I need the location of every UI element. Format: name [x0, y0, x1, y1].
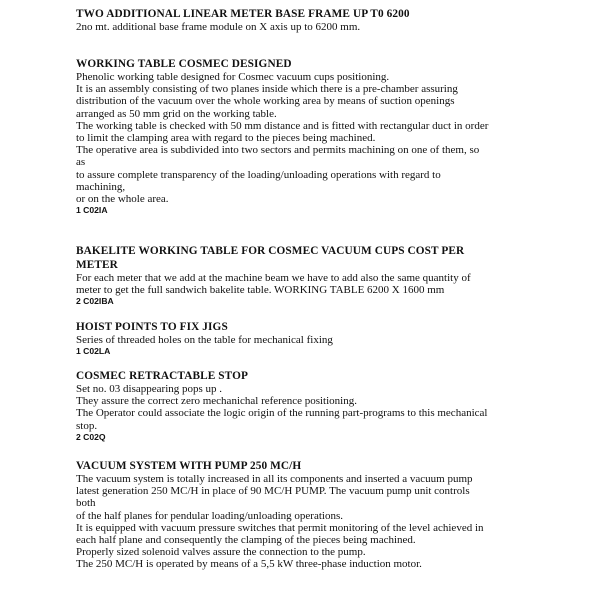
section-hoist-points	[76, 320, 576, 357]
section-title-line: METER	[76, 259, 118, 271]
section-text-line: The 250 MC/H is operated by means of a 5,5 kW three-phase induction motor.	[76, 558, 422, 571]
section-text-line: It is equipped with vacuum pressure switches that permit monitoring of the level achieved in	[76, 521, 484, 534]
article-code: 2 C02Q	[76, 431, 106, 442]
section-text-line: meter to get the full sandwich bakelite table. WORKING TABLE 6200 X 1600 mm	[76, 284, 445, 297]
article-code: 1 C02IA	[76, 205, 108, 216]
section-working-table	[76, 57, 576, 216]
section-text-line: each half plane and consequently the clamping of the pieces being machined.	[76, 534, 416, 547]
section-base-frame	[76, 7, 576, 33]
section-text-line: Phenolic working table designed for Cosmec vacuum cups positioning.	[76, 71, 390, 83]
section-text-line: distribution of the vacuum over the whole working area by means of suction openings	[76, 95, 455, 108]
section-title: COSMEC RETRACTABLE STOP	[76, 370, 248, 382]
section-text-line: 2no mt. additional base frame module on X axis up to 6200 mm.	[76, 21, 361, 33]
section-text-line: Properly sized solenoid valves assure the connection to the pump.	[76, 546, 366, 559]
section-text-line: It is an assembly consisting of two planes inside which there is a pre-chamber assuring	[76, 83, 458, 96]
article-code: 2 C02IBA	[76, 296, 114, 307]
section-vacuum-system	[76, 459, 576, 571]
section-text-line: For each meter that we add at the machine beam we have to add also the same quantity of	[76, 272, 471, 284]
section-text-line: both	[76, 497, 96, 510]
section-text-line: The vacuum system is totally increased in all its components and inserted a vacuum pump	[76, 473, 473, 485]
section-retractable-stop	[76, 369, 576, 443]
section-text-line: Set no. 03 disappearing pops up .	[76, 383, 223, 395]
section-text-line: to assure complete transparency of the loading/unloading operations with regard to	[76, 168, 441, 181]
section-text-line: as	[76, 156, 86, 169]
section-title: HOIST POINTS TO FIX JIGS	[76, 321, 228, 333]
section-text-line: arranged as 50 mm grid on the working table.	[76, 107, 277, 120]
section-text-line: They assure the correct zero mechanichal reference positioning.	[76, 395, 357, 408]
section-title: TWO ADDITIONAL LINEAR METER BASE FRAME UP T0 6200	[76, 8, 410, 20]
section-text-line: or on the whole area.	[76, 193, 169, 206]
section-bakelite-table	[76, 244, 576, 307]
section-text-line: Series of threaded holes on the table for mechanical fixing	[76, 334, 333, 346]
article-code: 1 C02LA	[76, 346, 111, 357]
section-text-line: to limit the clamping area with regard to the pieces being machined.	[76, 132, 376, 145]
section-text-line: machining,	[76, 180, 126, 193]
section-text-line: stop.	[76, 419, 98, 432]
section-text-line: The operative area is subdivided into two sectors and permits machining on one of them, so	[76, 144, 480, 157]
section-title: WORKING TABLE COSMEC DESIGNED	[76, 58, 292, 70]
section-text-line: of the half planes for pendular loading/unloading operations.	[76, 509, 343, 522]
section-text-line: The working table is checked with 50 mm distance and is fitted with rectangular duct in order	[76, 119, 489, 132]
section-text-line: latest generation 250 MC/H in place of 90 MC/H PUMP. The vacuum pump unit controls	[76, 485, 470, 498]
section-title: VACUUM SYSTEM WITH PUMP 250 MC/H	[76, 460, 302, 472]
section-text-line: The Operator could associate the logic origin of the running part-programs to this mechanical	[76, 407, 488, 420]
section-title-line: BAKELITE WORKING TABLE FOR COSMEC VACUUM CUPS COST PER	[76, 245, 465, 257]
